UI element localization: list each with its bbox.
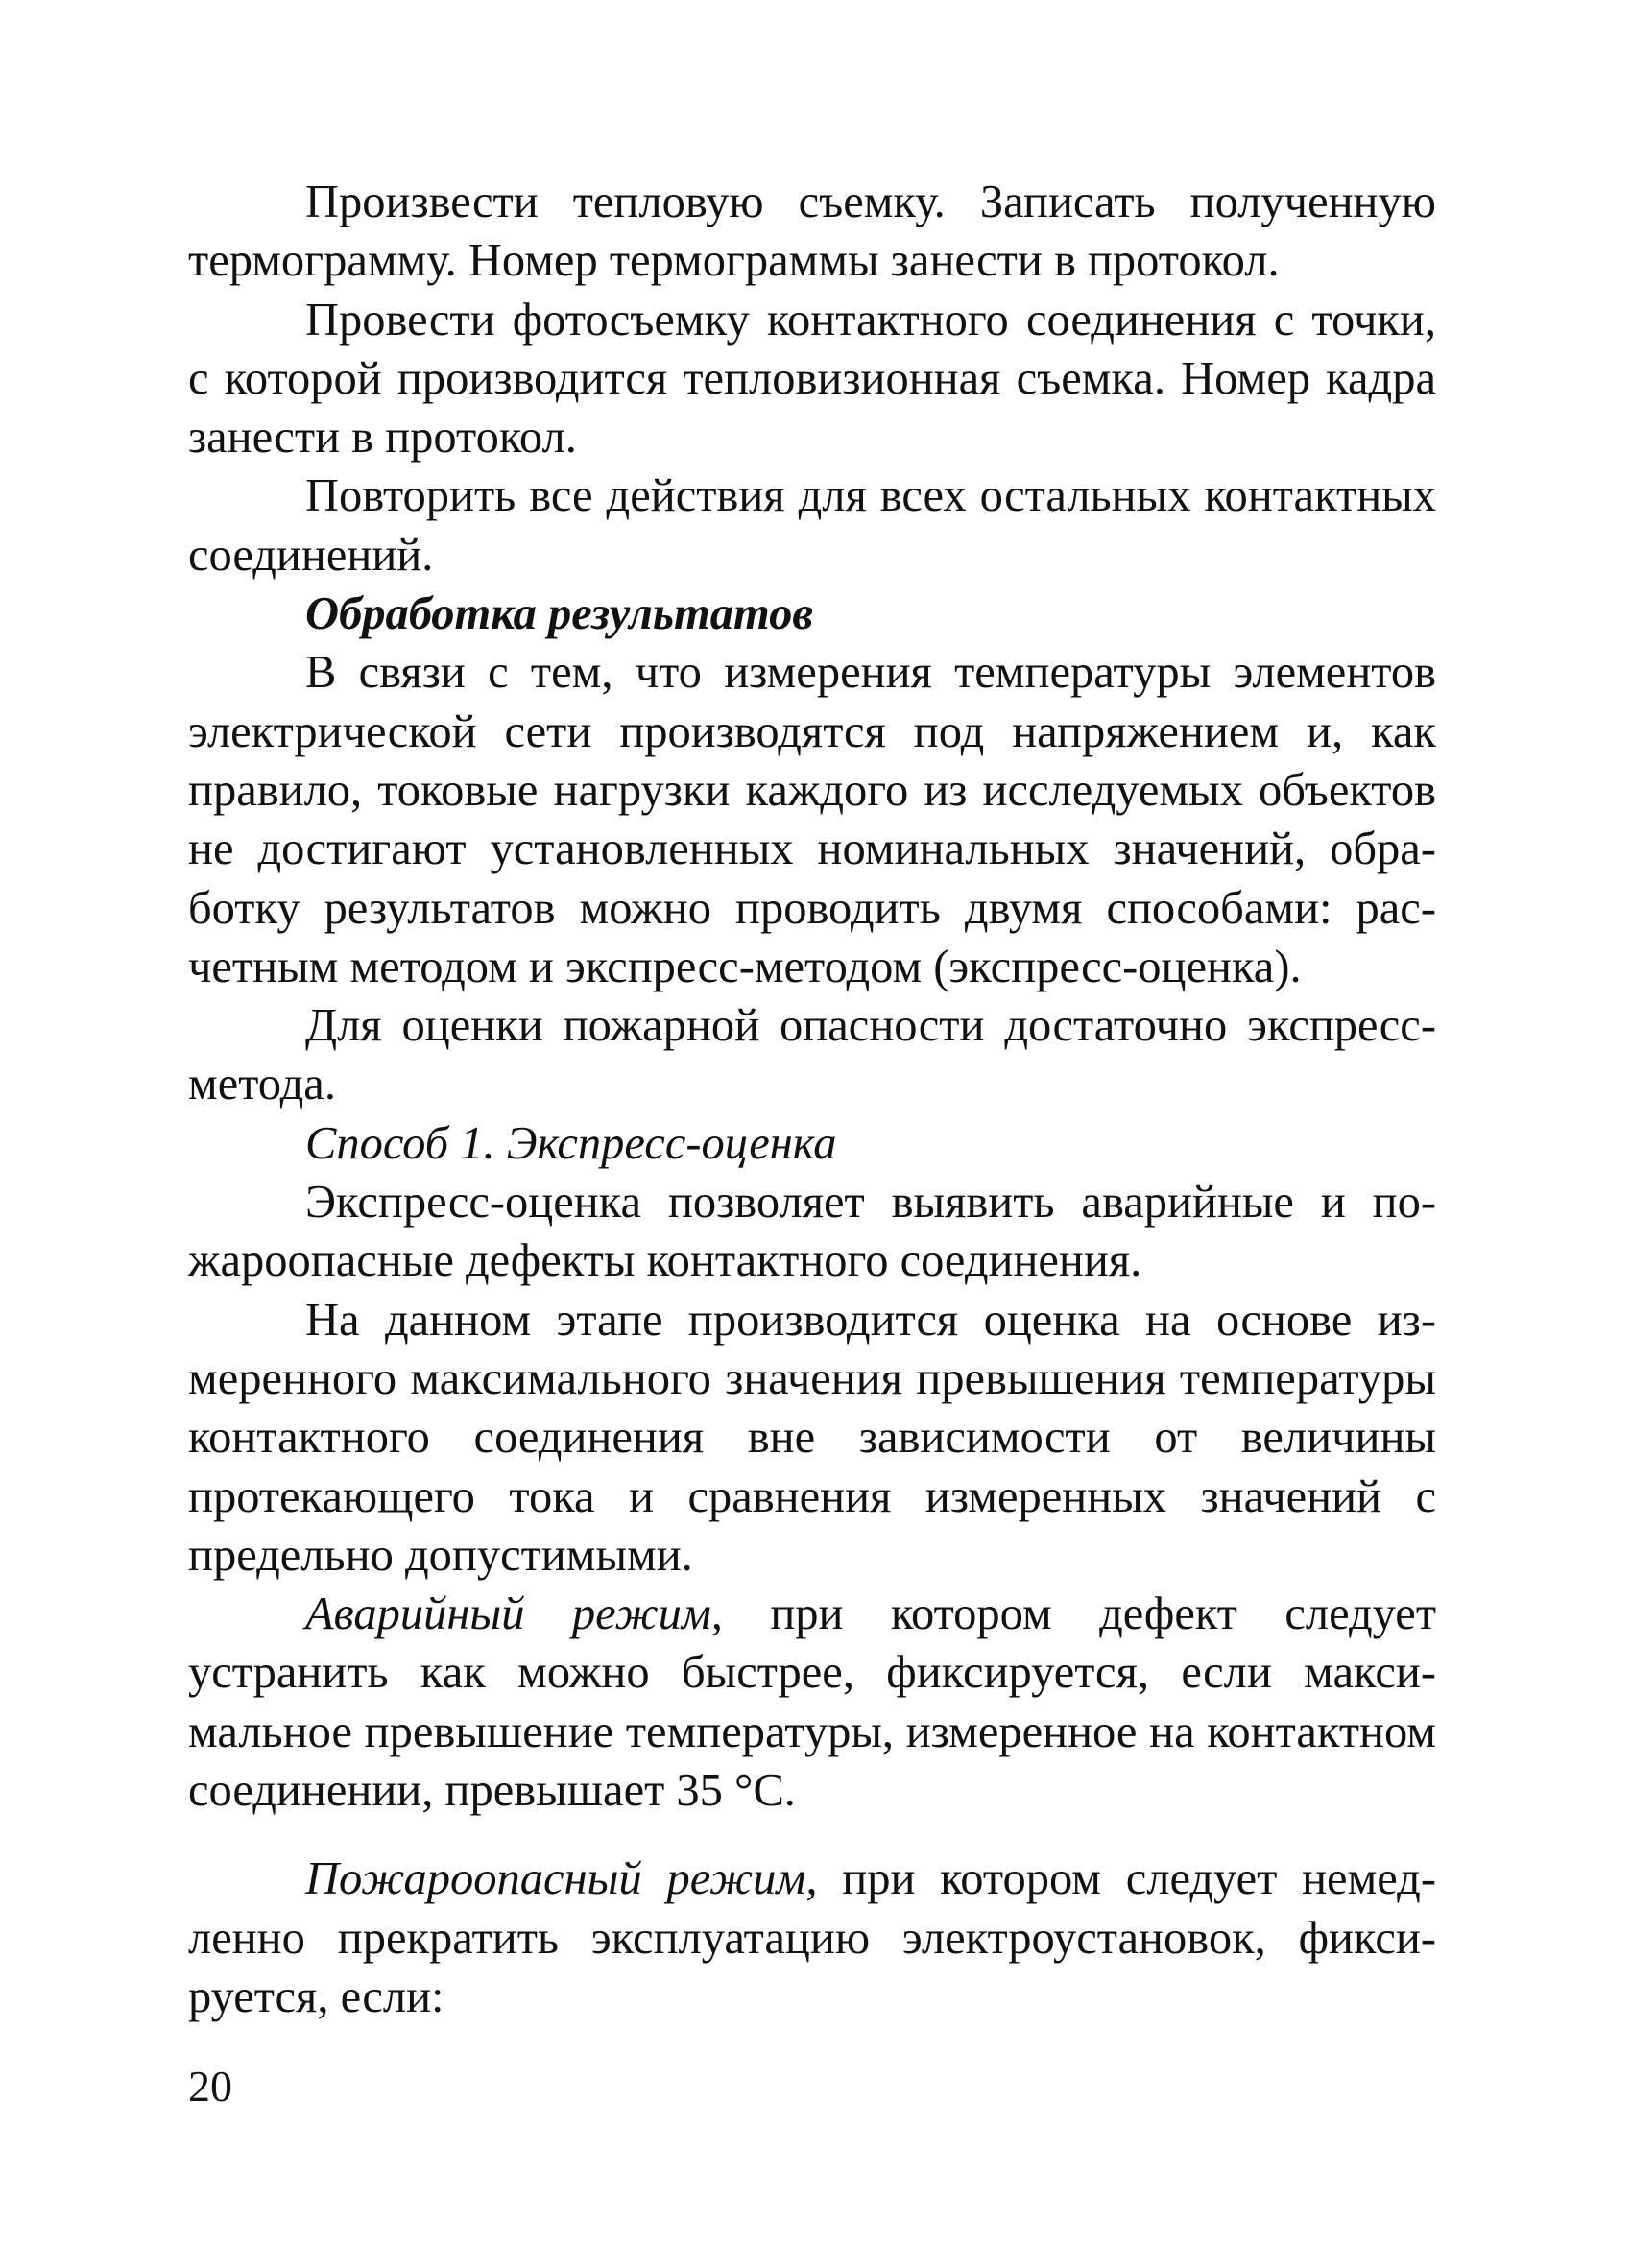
- paragraph-processing-methods: В связи с тем, что измерения температуры элементов электрической сети производятся под напряжением и, как правило, токовые нагрузки каждого из исследуемых объектов не достигают установленных номинальных значений, обработку результатов можно проводить двумя способами: расчетным методом и экспресс-методом (экспресс-оценка).: [188, 647, 1436, 992]
- page-number: 20: [188, 2062, 232, 2111]
- fire-hazard-mode-text: при котором следует немедленно прекратить эксплуатацию электроустановок, фиксируется, если:: [188, 1853, 1436, 2022]
- paragraph-repeat-actions: Повторить все действия для всех остальных контактных соединений.: [188, 470, 1436, 581]
- page-body: [188, 173, 1436, 2026]
- paragraph-express-assessment: Экспресс-оценка позволяет выявить аварийные и пожароопасные дефекты контактного соединения.: [188, 1177, 1436, 1287]
- term-fire-hazard-mode: Пожароопасный режим,: [305, 1853, 818, 1905]
- term-emergency-mode: Аварийный режим,: [305, 1588, 723, 1640]
- paragraph-emergency-mode: [188, 1585, 1436, 1820]
- paragraph-fire-hazard-mode: [188, 1850, 1436, 2026]
- heading-results-processing: Обработка результатов: [305, 588, 814, 640]
- paragraph-fire-hazard-assessment: Для оценки пожарной опасности достаточно экспресс-метода.: [188, 1000, 1436, 1110]
- heading-method-1: Способ 1. Экспресс-оценка: [305, 1117, 837, 1169]
- paragraph-thermal-survey: Произвести тепловую съемку. Записать полученную термограмму. Номер термограммы занести в протокол.: [188, 177, 1436, 287]
- paragraph-photo-survey: Провести фотосъемку контактного соединения с точки, с которой производится тепловизионная съемка. Номер кадра занести в протокол.: [188, 294, 1436, 464]
- emergency-mode-text: при котором дефект следует устранить как можно быстрее, фиксируется, если максимальное превышение температуры, измеренное на контактном соединении, превышает 35 °С.: [188, 1588, 1437, 1817]
- paragraph-stage-description: На данном этапе производится оценка на основе измеренного максимального значения превышения температуры контактного соединения вне зависимости от величины протекающего тока и сравнения измеренных значений с предельно допустимыми.: [188, 1294, 1436, 1581]
